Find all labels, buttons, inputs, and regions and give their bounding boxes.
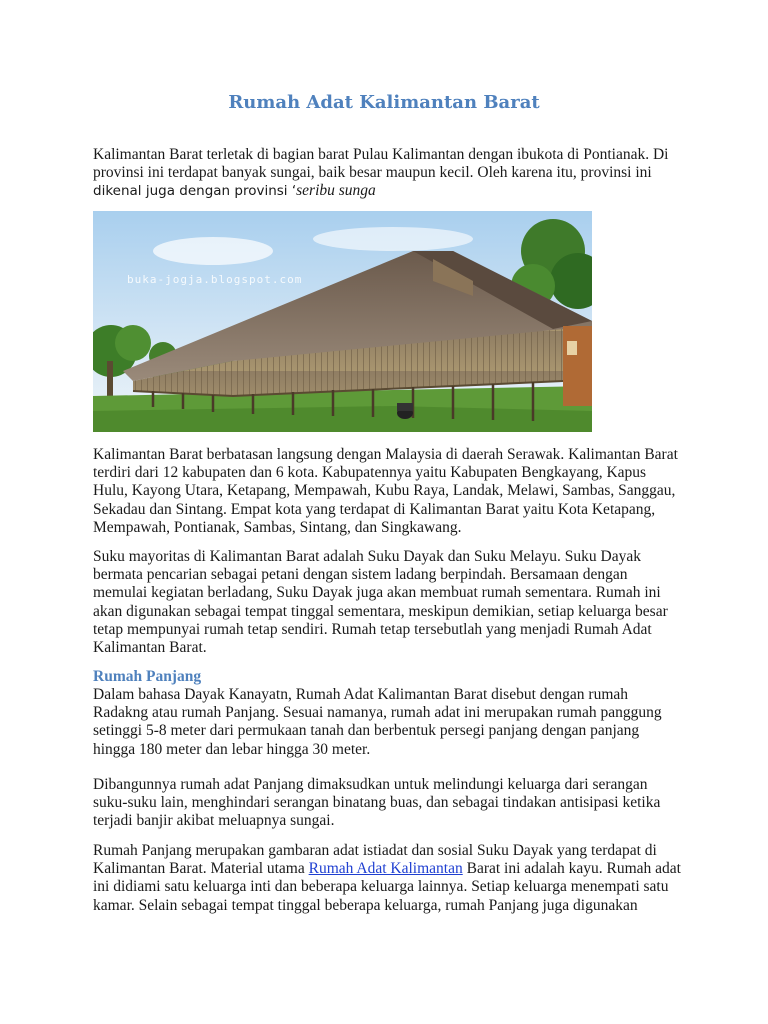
- intro-italic-text: seribu sunga: [296, 182, 376, 200]
- longhouse-photo: [93, 211, 592, 432]
- photo-watermark: buka-jogja.blogspot.com: [127, 273, 303, 286]
- rumah-adat-kalimantan-link[interactable]: Rumah Adat Kalimantan: [308, 860, 463, 878]
- paragraph-rumah-panjang-description: Dalam bahasa Dayak Kanayatn, Rumah Adat Kalimantan Barat disebut dengan rumah Radakng atau rumah Panjang. Sesuai namanya, rumah adat ini merupakan rumah panggung setinggi 5-8 meter dari permukaan tanah dan berbentuk persegi panjang dengan panjang hingga 180 meter dan lebar hingga 30 meter.: [93, 686, 662, 758]
- intro-text: Kalimantan Barat terletak di bagian barat Pulau Kalimantan dengan ibukota di Pontianak. Di provinsi ini terdapat banyak sungai, baik besar maupun kecil. Oleh karena itu, provinsi ini: [93, 146, 669, 182]
- intro-paragraph: [93, 146, 683, 201]
- paragraph-ethnic-groups: Suku mayoritas di Kalimantan Barat adalah Suku Dayak dan Suku Melayu. Suku Dayak bermata pencarian sebagai petani dengan sistem ladang berpindah. Bersamaan dengan memulai kegiatan berladang, Suku Dayak juga akan membuat rumah sementara. Rumah ini akan digunakan sebagai tempat tinggal sementara, meskipun demikian, setiap keluarga besar tetap mempunyai rumah tetap sendiri. Rumah tetap tersebutlah yang menjadi Rumah Adat Kalimantan Barat.: [93, 548, 668, 657]
- paragraph-borders: Kalimantan Barat berbatasan langsung dengan Malaysia di daerah Serawak. Kalimantan Barat terdiri dari 12 kabupaten dan 6 kota. Kabupatennya yaitu Kabupaten Bengkayang, Kapus Hulu, Kayong Utara, Ketapang, Mempawah, Kubu Raya, Landak, Melawi, Sambas, Sanggau, Sekadau dan Sintang. Empat kota yang terdapat di Kalimantan Barat yaitu Kota Ketapang, Mempawah, Pontianak, Sambas, Sintang, dan Singkawang.: [93, 446, 678, 536]
- page-title: Rumah Adat Kalimantan Barat: [228, 92, 540, 113]
- paragraph-material: [93, 842, 683, 915]
- paragraph-material-text-before: Rumah Panjang merupakan gambaran adat istiadat dan sosial Suku Dayak yang terdapat di Kalimantan Barat. Material utama: [93, 842, 657, 878]
- paragraph-purpose: Dibangunnya rumah adat Panjang dimaksudkan untuk melindungi keluarga dari serangan suku-suku lain, menghindari serangan binatang buas, dan sebagai tindakan antisipasi ketika terjadi banjir akibat meluapnya sungai.: [93, 776, 661, 830]
- paragraph-material-text-after: Barat ini adalah kayu. Rumah adat ini didiami satu keluarga inti dan beberapa keluarga lainnya. Setiap keluarga menempati satu kamar. Selain sebagai tempat tinggal beberapa keluarga, rumah Panjang juga digunakan: [93, 860, 681, 914]
- intro-mixed-font-text: dikenal juga dengan provinsi ‘: [93, 183, 297, 200]
- section-heading-rumah-panjang: Rumah Panjang: [93, 668, 202, 685]
